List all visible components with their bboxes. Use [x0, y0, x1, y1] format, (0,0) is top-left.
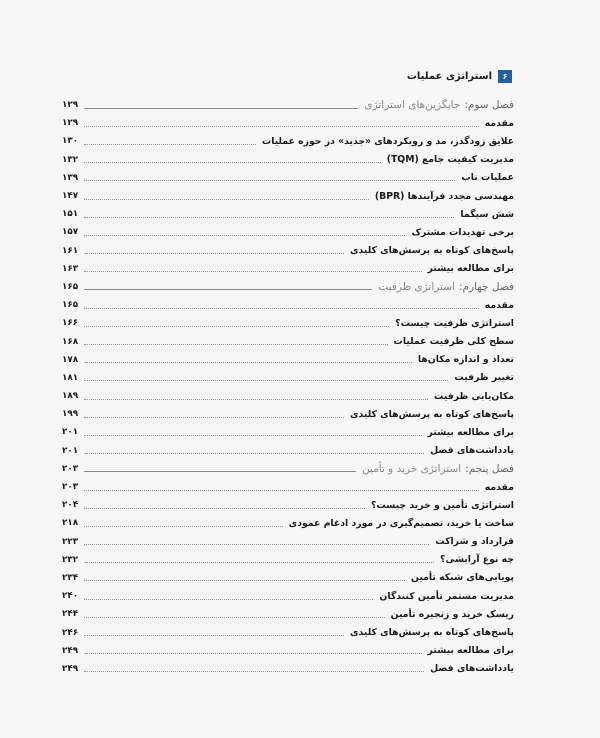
- table-of-contents: [62, 96, 514, 678]
- toc-page-number: ۱۴۷: [62, 191, 79, 202]
- toc-entry-row[interactable]: [62, 242, 514, 260]
- toc-entry-row[interactable]: [62, 514, 514, 532]
- leader-dots: [84, 289, 372, 290]
- toc-page-number: ۲۱۸: [62, 518, 79, 529]
- toc-entry-title: تغییر ظرفیت: [450, 372, 514, 383]
- toc-entry-row[interactable]: [62, 405, 514, 423]
- toc-entry-row[interactable]: [62, 205, 514, 223]
- toc-page-number: ۱۲۹: [62, 118, 79, 129]
- toc-page-number: ۱۸۱: [62, 372, 79, 383]
- toc-page-number: ۲۰۳: [62, 482, 79, 493]
- chapter-title: استراتژی ظرفیت: [378, 280, 455, 293]
- chapter-label: فصل چهارم:: [458, 280, 514, 293]
- leader-dots: [84, 490, 479, 491]
- toc-page-number: ۲۰۴: [62, 500, 79, 511]
- toc-entry-row[interactable]: [62, 569, 514, 587]
- toc-entry-title: پاسخ‌های کوتاه به پرسش‌های کلیدی: [346, 409, 514, 420]
- leader-dots: [84, 599, 373, 600]
- leader-dots: [84, 508, 365, 509]
- toc-entry-row[interactable]: [62, 496, 514, 514]
- toc-entry-title: استراتژی ظرفیت چیست؟: [391, 318, 514, 329]
- toc-chapter-heading: [374, 281, 514, 293]
- toc-chapter-row[interactable]: [62, 96, 514, 114]
- toc-page-number: ۱۹۹: [62, 409, 79, 420]
- toc-entry-row[interactable]: [62, 151, 514, 169]
- toc-page-number: ۲۴۴: [62, 609, 79, 620]
- toc-entry-title: سطح کلی ظرفیت عملیات: [390, 336, 515, 347]
- toc-page-number: ۲۴۹: [62, 645, 79, 656]
- toc-entry-title: پویایی‌های شبکه تأمین: [407, 572, 514, 583]
- toc-page-number: ۱۶۸: [62, 336, 79, 347]
- toc-entry-row[interactable]: [62, 296, 514, 314]
- chapter-label: فصل پنجم:: [465, 462, 514, 475]
- chapter-label: فصل سوم:: [464, 99, 514, 112]
- toc-page-number: ۲۴۹: [62, 663, 79, 674]
- toc-entry-title: ریسک خرید و زنجیره تأمین: [387, 609, 514, 620]
- leader-dots: [84, 126, 479, 127]
- leader-dots: [84, 235, 405, 236]
- toc-chapter-row[interactable]: [62, 460, 514, 478]
- toc-entry-title: مقدمه: [481, 482, 514, 493]
- toc-entry-row[interactable]: [62, 369, 514, 387]
- leader-dots: [84, 526, 283, 527]
- toc-page-number: ۱۵۱: [62, 209, 79, 220]
- toc-page-number: ۱۲۹: [62, 100, 79, 111]
- toc-entry-title: عملیات ناب: [457, 172, 514, 183]
- toc-entry-row[interactable]: [62, 478, 514, 496]
- leader-dots: [84, 108, 358, 109]
- toc-entry-row[interactable]: [62, 533, 514, 551]
- page-number-badge: ۶: [498, 70, 512, 83]
- leader-dots: [84, 144, 256, 145]
- toc-page-number: ۱۸۹: [62, 391, 79, 402]
- toc-page-number: ۱۷۸: [62, 354, 79, 365]
- toc-entry-row[interactable]: [62, 605, 514, 623]
- leader-dots: [84, 544, 429, 545]
- toc-page-number: ۲۳۲: [62, 554, 79, 565]
- running-header: [407, 70, 512, 83]
- toc-page-number: ۱۳۹: [62, 172, 79, 183]
- toc-page-number: ۱۶۳: [62, 263, 79, 274]
- toc-entry-row[interactable]: [62, 442, 514, 460]
- leader-dots: [84, 362, 412, 363]
- toc-entry-title: مدیریت کیفیت جامع (TQM): [383, 154, 514, 165]
- toc-chapter-row[interactable]: [62, 278, 514, 296]
- leader-dots: [84, 344, 388, 345]
- toc-page-number: ۲۴۰: [62, 591, 79, 602]
- toc-entry-row[interactable]: [62, 314, 514, 332]
- toc-entry-row[interactable]: [62, 332, 514, 350]
- toc-entry-title: برای مطالعه بیشتر: [424, 263, 514, 274]
- toc-entry-row[interactable]: [62, 660, 514, 678]
- leader-dots: [84, 199, 369, 200]
- toc-page-number: ۱۶۵: [62, 300, 79, 311]
- toc-entry-title: مدیریت مستمر تأمین کنندگان: [375, 591, 514, 602]
- toc-page-number: ۱۳۲: [62, 154, 79, 165]
- toc-entry-title: پاسخ‌های کوتاه به پرسش‌های کلیدی: [346, 245, 514, 256]
- leader-dots: [84, 562, 434, 563]
- leader-dots: [84, 653, 422, 654]
- chapter-title: جایگزین‌های استراتژی: [364, 99, 461, 112]
- toc-entry-title: پاسخ‌های کوتاه به پرسش‌های کلیدی: [346, 627, 514, 638]
- toc-entry-title: ساخت یا خرید، تصمیم‌گیری در مورد ادغام عمودی: [285, 518, 514, 529]
- leader-dots: [84, 180, 455, 181]
- leader-dots: [84, 217, 454, 218]
- chapter-title: استراتژی خرید و تأمین: [361, 462, 462, 475]
- leader-dots: [84, 471, 356, 472]
- toc-entry-row[interactable]: [62, 132, 514, 150]
- leader-dots: [84, 671, 424, 672]
- toc-entry-title: برخی تهدیدات مشترک: [407, 227, 514, 238]
- toc-page-number: ۲۰۱: [62, 445, 79, 456]
- leader-dots: [84, 380, 448, 381]
- leader-dots: [84, 453, 424, 454]
- toc-entry-title: برای مطالعه بیشتر: [424, 427, 514, 438]
- toc-page-number: ۲۲۳: [62, 536, 79, 547]
- leader-dots: [84, 253, 344, 254]
- leader-dots: [84, 399, 428, 400]
- toc-page-number: ۲۴۶: [62, 627, 79, 638]
- toc-entry-title: یادداشت‌های فصل: [426, 663, 514, 674]
- toc-page-number: ۲۳۴: [62, 572, 79, 583]
- toc-page-number: ۱۶۵: [62, 281, 79, 292]
- toc-chapter-heading: [360, 99, 514, 111]
- toc-entry-title: برای مطالعه بیشتر: [424, 645, 514, 656]
- toc-entry-title: قرارداد و شراکت: [431, 536, 514, 547]
- toc-entry-row[interactable]: [62, 642, 514, 660]
- leader-dots: [84, 271, 422, 272]
- toc-entry-row[interactable]: [62, 423, 514, 441]
- leader-dots: [84, 617, 385, 618]
- toc-entry-title: تعداد و اندازه مکان‌ها: [414, 354, 514, 365]
- toc-page-number: ۱۶۶: [62, 318, 79, 329]
- toc-entry-title: مقدمه: [481, 118, 514, 129]
- running-title: استراتژی عملیات: [406, 71, 492, 82]
- leader-dots: [84, 635, 344, 636]
- toc-entry-row[interactable]: [62, 551, 514, 569]
- toc-entry-title: مهندسی مجدد فرآیندها (BPR): [371, 191, 514, 202]
- leader-dots: [84, 580, 405, 581]
- toc-chapter-heading: [358, 463, 514, 475]
- toc-entry-row[interactable]: [62, 387, 514, 405]
- toc-entry-row[interactable]: [62, 351, 514, 369]
- toc-entry-row[interactable]: [62, 587, 514, 605]
- toc-entry-row[interactable]: [62, 114, 514, 132]
- toc-entry-row[interactable]: [62, 169, 514, 187]
- toc-entry-row[interactable]: [62, 260, 514, 278]
- toc-entry-title: استراتژی تأمین و خرید چیست؟: [367, 500, 514, 511]
- leader-dots: [84, 162, 381, 163]
- toc-entry-title: علایق زودگذر، مد و رویکردهای «جدید» در حوزه عملیات: [258, 136, 514, 147]
- toc-entry-row[interactable]: [62, 187, 514, 205]
- toc-page-number: ۱۵۷: [62, 227, 79, 238]
- toc-entry-row[interactable]: [62, 223, 514, 241]
- toc-entry-row[interactable]: [62, 623, 514, 641]
- leader-dots: [84, 308, 479, 309]
- toc-entry-title: مقدمه: [481, 300, 514, 311]
- leader-dots: [84, 326, 389, 327]
- leader-dots: [84, 435, 422, 436]
- toc-entry-title: یادداشت‌های فصل: [426, 445, 514, 456]
- toc-page-number: ۱۳۰: [62, 136, 79, 147]
- toc-page-number: ۱۶۱: [62, 245, 79, 256]
- toc-page-number: ۲۰۱: [62, 427, 79, 438]
- toc-page-number: ۲۰۳: [62, 463, 79, 474]
- toc-entry-title: شش سیگما: [456, 209, 514, 220]
- toc-entry-title: مکان‌یابی ظرفیت: [430, 391, 514, 402]
- leader-dots: [84, 417, 344, 418]
- toc-entry-title: چه نوع آرایشی؟: [436, 554, 514, 565]
